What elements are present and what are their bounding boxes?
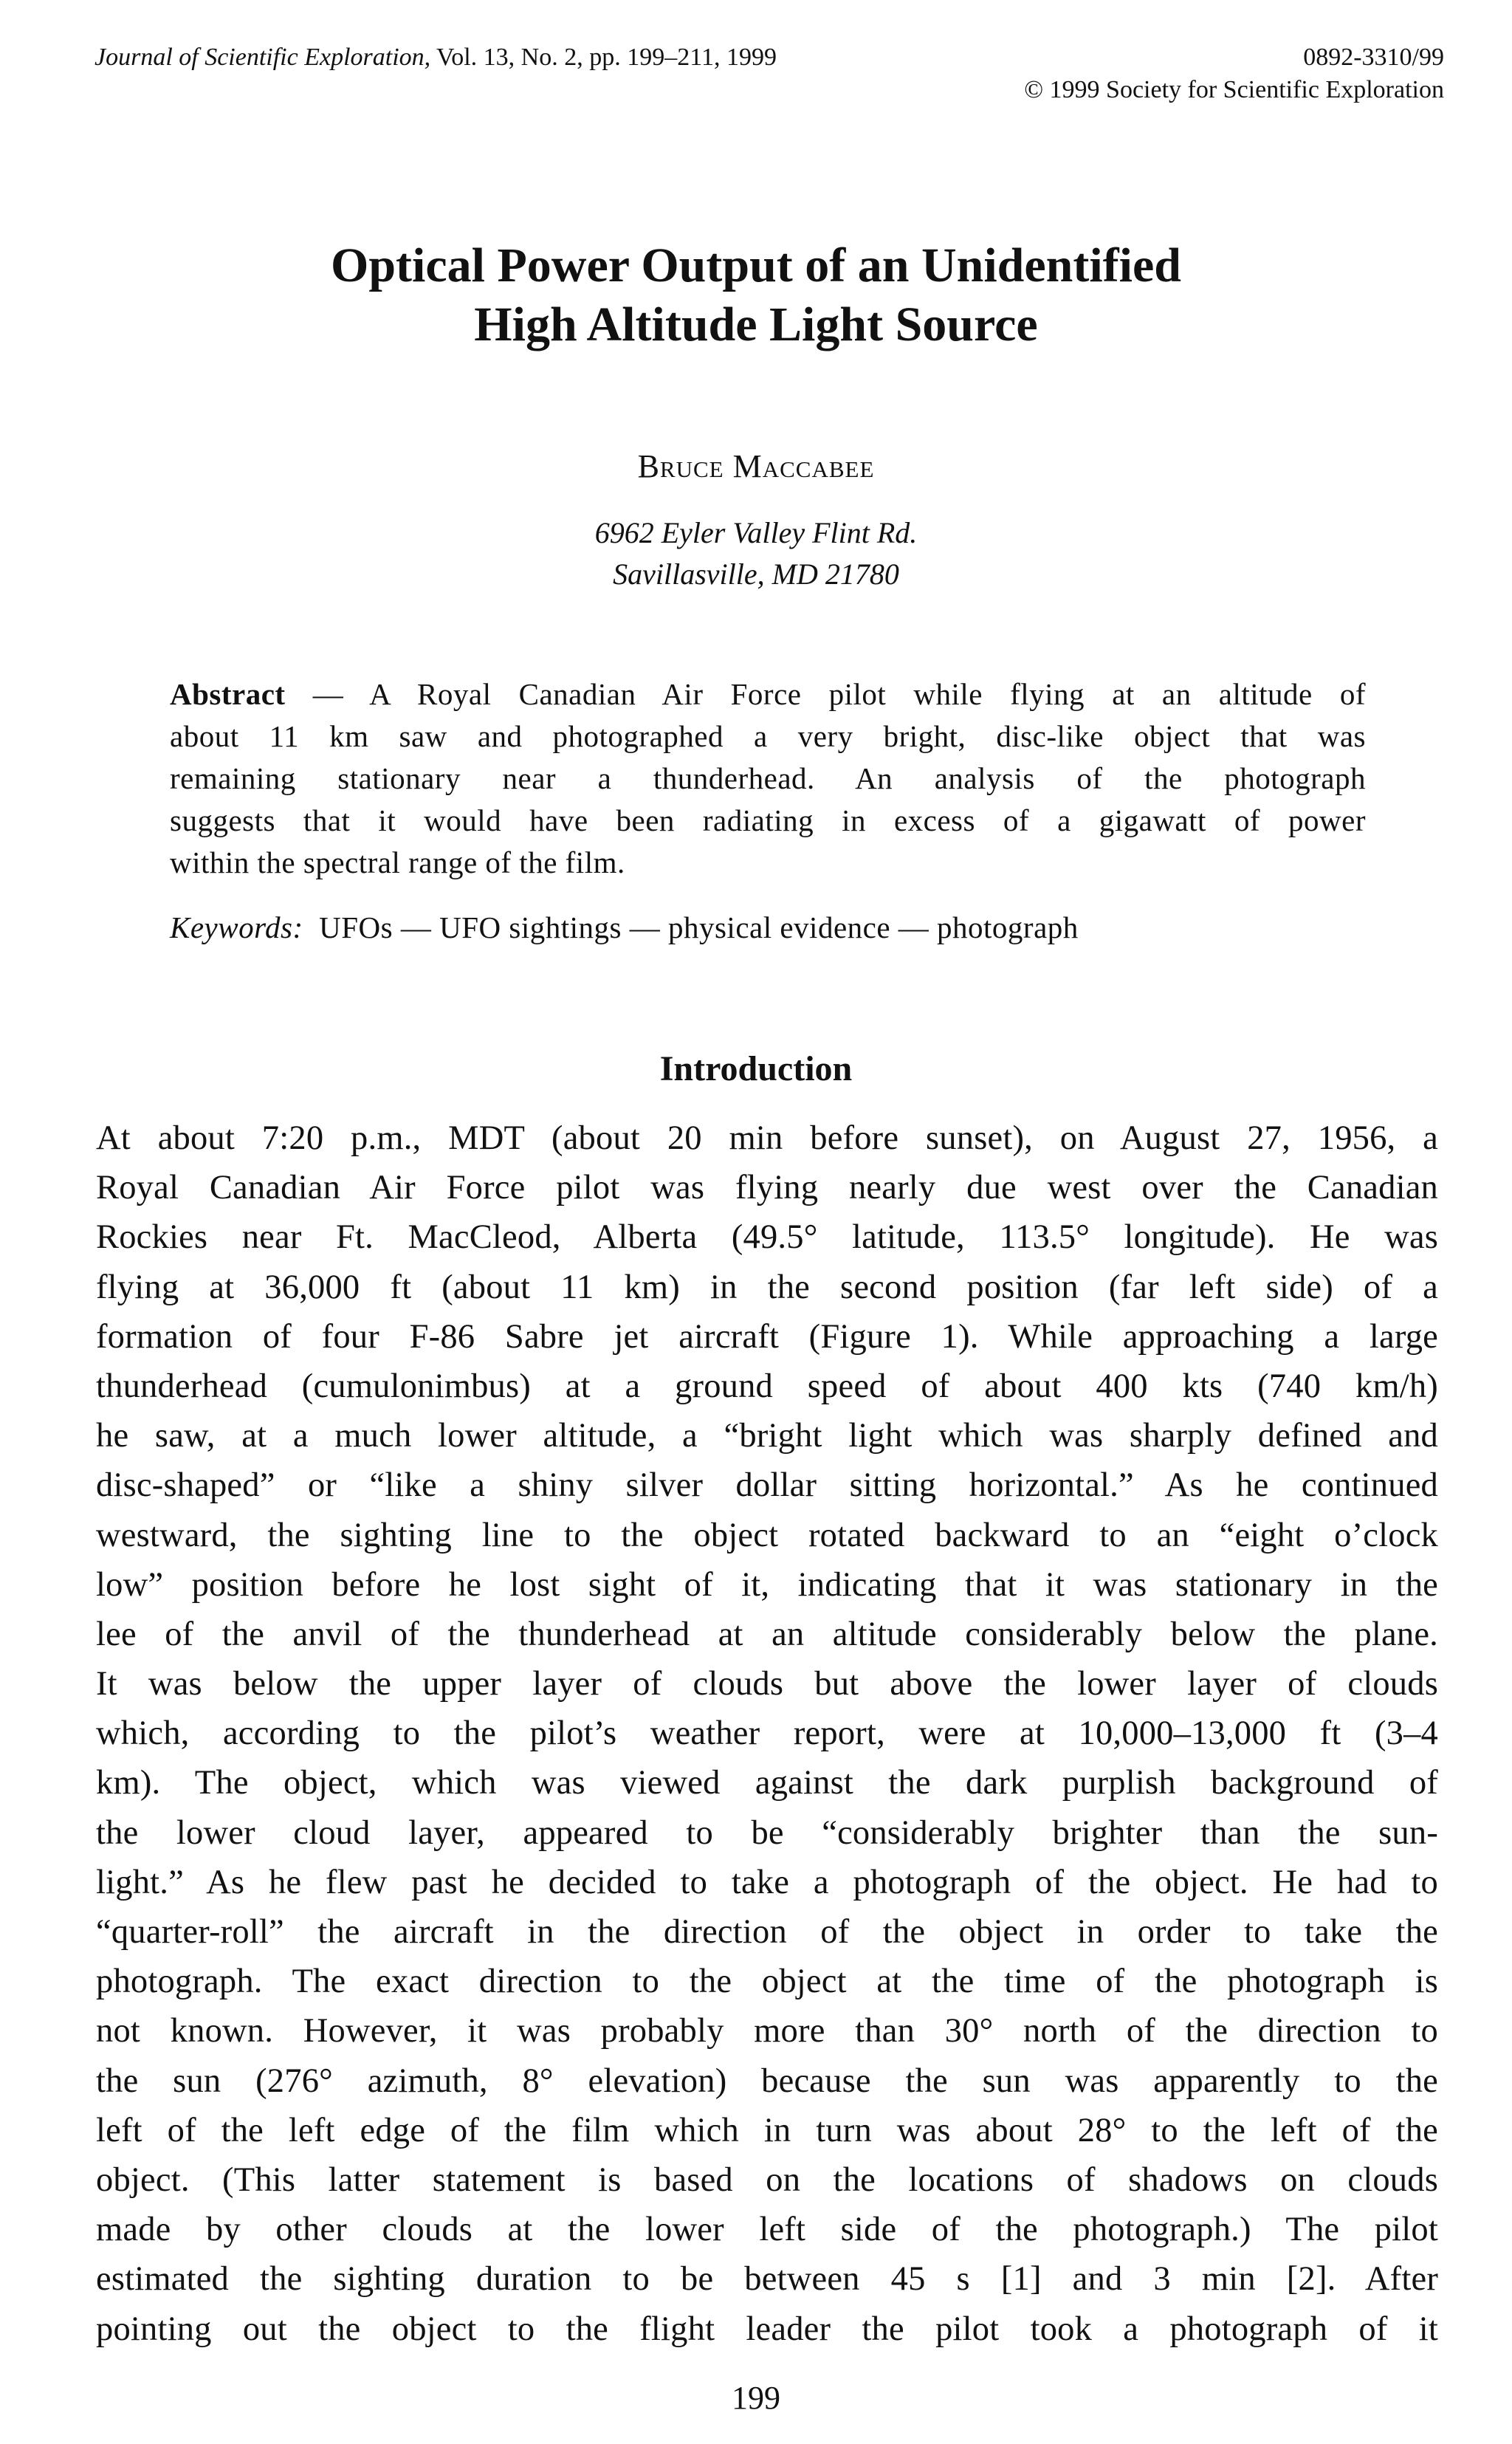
paper-title-line-1: Optical Power Output of an Unidentified	[330, 238, 1181, 292]
abstract	[170, 673, 1366, 884]
body-text-line: It was below the upper layer of clouds but above the lower layer of clouds	[96, 1665, 1438, 1703]
page-number: 199	[732, 2380, 780, 2416]
author-address-line-2: Savillasville, MD 21780	[613, 557, 899, 591]
body-text-line: westward, the sighting line to the object rotated backward to an “eight o’clock	[96, 1516, 1438, 1554]
author-address	[0, 512, 1512, 595]
introduction-body	[96, 1113, 1438, 2354]
body-text-line: pointing out the object to the flight leader the pilot took a photograph of it	[96, 2310, 1438, 2348]
body-text-line: lee of the anvil of the thunderhead at an altitude considerably below the plane.	[96, 1615, 1438, 1653]
author-name: Bruce Maccabee	[637, 448, 875, 484]
body-text-line: flying at 36,000 ft (about 11 km) in the second position (far left side) of a	[96, 1268, 1438, 1306]
body-text-line: not known. However, it was probably more than 30° north of the direction to	[96, 2012, 1438, 2050]
body-text-line: object. (This latter statement is based on the locations of shadows on clouds	[96, 2160, 1438, 2199]
keywords-label: Keywords:	[170, 910, 303, 944]
issn: 0892-3310/99	[1303, 44, 1444, 71]
abstract-line: suggests that it would have been radiating in excess of a gigawatt of power	[170, 803, 1366, 837]
abstract-line: about 11 km saw and photographed a very bright, disc-like object that was	[170, 719, 1366, 753]
body-text-line: km). The object, which was viewed against the dark purplish background of	[96, 1764, 1438, 1802]
body-text-line: left of the left edge of the film which in turn was about 28° to the left of the	[96, 2111, 1438, 2149]
body-text-line: low” position before he lost sight of it, indicating that it was stationary in the	[96, 1565, 1438, 1604]
copyright-notice: © 1999 Society for Scientific Exploration	[1024, 76, 1444, 103]
body-text-line: Rockies near Ft. MacCleod, Alberta (49.5° latitude, 113.5° longitude). He was	[96, 1218, 1438, 1257]
body-text-line: which, according to the pilot’s weather report, were at 10,000–13,000 ft (3–4	[96, 1714, 1438, 1753]
abstract-line: Abstract — A Royal Canadian Air Force pilot while flying at an altitude of	[170, 677, 1366, 711]
body-text-line: Royal Canadian Air Force pilot was flying nearly due west over the Canadian	[96, 1169, 1438, 1207]
body-text-line: light.” As he flew past he decided to take a photograph of the object. He had to	[96, 1863, 1438, 1901]
body-text-line: At about 7:20 p.m., MDT (about 20 min before sunset), on August 27, 1956, a	[96, 1119, 1438, 1157]
abstract-label: Abstract	[170, 677, 286, 711]
body-text-line: the sun (276° azimuth, 8° elevation) because the sun was apparently to the	[96, 2062, 1438, 2100]
body-text-line: he saw, at a much lower altitude, a “bright light which was sharply defined and	[96, 1417, 1438, 1455]
body-text-line: made by other clouds at the lower left side of the photograph.) The pilot	[96, 2211, 1438, 2249]
paper-title	[0, 236, 1512, 354]
abstract-line: remaining stationary near a thunderhead. An analysis of the photograph	[170, 761, 1366, 795]
abstract-line: within the spectral range of the film.	[170, 845, 625, 879]
body-text-line: formation of four F-86 Sabre jet aircraft (Figure 1). While approaching a large	[96, 1317, 1438, 1356]
running-header-citation	[94, 41, 777, 74]
body-text-line: “quarter-roll” the aircraft in the direction of the object in order to take the	[96, 1913, 1438, 1951]
body-text-line: photograph. The exact direction to the object at the time of the photograph is	[96, 1963, 1438, 2001]
running-header-right	[1024, 41, 1444, 106]
paper-title-line-2: High Altitude Light Source	[474, 298, 1038, 351]
journal-name: Journal of Scientific Exploration,	[94, 44, 431, 71]
author-address-line-1: 6962 Eyler Valley Flint Rd.	[594, 516, 918, 549]
keywords	[170, 907, 1079, 949]
keywords-text: UFOs — UFO sightings — physical evidence — photograph	[319, 910, 1079, 944]
section-heading-introduction: Introduction	[659, 1049, 853, 1088]
journal-citation: Vol. 13, No. 2, pp. 199–211, 1999	[430, 44, 777, 71]
body-text-line: disc-shaped” or “like a shiny silver dollar sitting horizontal.” As he continued	[96, 1466, 1438, 1505]
body-text-line: the lower cloud layer, appeared to be “considerably brighter than the sun-	[96, 1813, 1438, 1852]
body-text-line: thunderhead (cumulonimbus) at a ground speed of about 400 kts (740 km/h)	[96, 1367, 1438, 1405]
body-text-line: estimated the sighting duration to be between 45 s [1] and 3 min [2]. After	[96, 2260, 1438, 2299]
